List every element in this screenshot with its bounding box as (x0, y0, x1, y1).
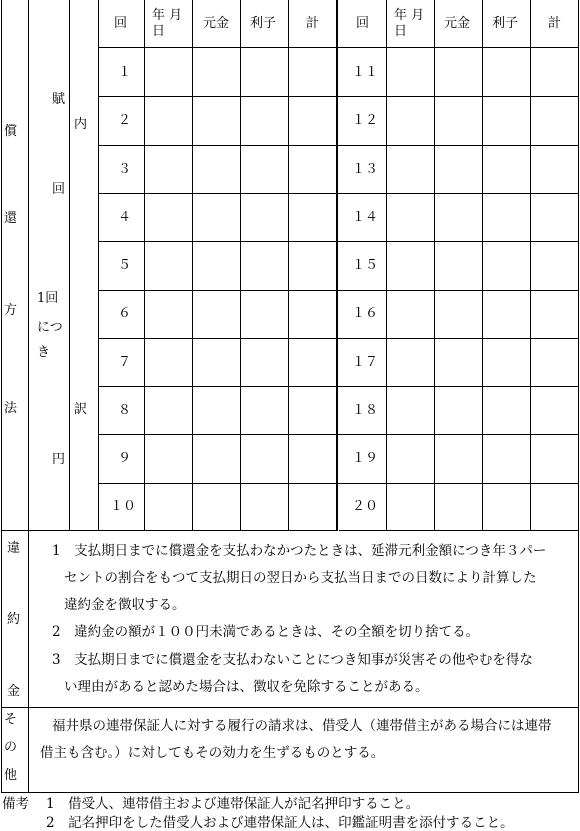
row-num-left: ３ (118, 162, 132, 177)
separator-penalty (1, 707, 579, 708)
separator-schedule (1, 530, 579, 531)
col-line-a (28, 0, 29, 531)
col-line-c (98, 0, 99, 531)
col-line-i (434, 0, 435, 531)
other-line: 借主も含む。）に対してもその効力を生ずるものとする。 (40, 745, 385, 761)
col-line-mid-gap (338, 0, 339, 531)
penalty-label-2: 約 (7, 612, 21, 627)
col-line-b (69, 0, 70, 531)
row-num-left: ５ (118, 258, 132, 273)
header-principal-right: 元金 (444, 16, 471, 31)
row-line-2 (98, 145, 579, 146)
header-total-right: 計 (548, 16, 562, 31)
col-line-j (482, 0, 483, 531)
header-kai-left: 回 (114, 16, 128, 31)
penalty-line: 1 支払期日までに償還金を支払わなかつたときは、延滞元利金額につき年３パー (52, 543, 547, 559)
col-line-f (240, 0, 241, 531)
header-date-left-1: 年 月 (152, 8, 183, 23)
header-date-left-2: 日 (152, 24, 166, 39)
remarks-line: 1 借受人、連帯借主および連帯保証人が記名押印すること。 (46, 796, 420, 812)
other-label-3: 他 (4, 768, 18, 783)
label-wake: 訳 (74, 402, 88, 417)
penalty-line: 違約金を徴収する。 (64, 597, 186, 613)
row-num-right: １９ (352, 451, 379, 466)
label-shokan-2: 還 (4, 211, 18, 226)
label-per-2: につ (37, 320, 63, 335)
other-line: 福井県の連帯保証人に対する履行の請求は、借受人（連帯借主がある場合には連帯 (52, 718, 552, 734)
border-right (578, 0, 579, 793)
row-line-4 (98, 241, 579, 242)
row-line-0 (98, 47, 579, 48)
row-line-8 (98, 434, 579, 435)
label-per-1: 1回 (37, 291, 59, 306)
row-num-left: １０ (110, 499, 137, 514)
label-fukai-1: 賦 (52, 92, 66, 107)
row-num-left: １ (118, 65, 132, 80)
label-shokan-3: 方 (4, 303, 18, 318)
header-total-left: 計 (306, 16, 320, 31)
row-num-right: １８ (352, 403, 379, 418)
row-line-7 (98, 386, 579, 387)
row-num-right: ２０ (352, 499, 379, 514)
header-interest-right: 利子 (492, 16, 519, 31)
header-interest-left: 利子 (250, 16, 277, 31)
penalty-line: 2 違約金の額が１００円未満であるときは、その全額を切り捨てる。 (52, 624, 480, 640)
row-line-6 (98, 338, 579, 339)
row-num-right: １６ (352, 306, 379, 321)
label-shokan-4: 法 (4, 401, 18, 416)
col-line-k (530, 0, 531, 531)
row-line-9 (98, 483, 579, 484)
col-line-h (386, 0, 387, 531)
row-num-right: １２ (352, 113, 379, 128)
header-kai-right: 回 (356, 16, 370, 31)
header-principal-left: 元金 (203, 16, 230, 31)
penalty-label-3: 金 (7, 684, 21, 699)
label-yen: 円 (52, 452, 66, 467)
label-fukai-2: 回 (52, 182, 66, 197)
label-shokan-1: 償 (4, 124, 18, 139)
label-uchi: 内 (74, 117, 88, 132)
remarks-line: 2 記名押印をした借受人および連帯保証人は、印鑑証明書を添付すること。 (46, 815, 514, 831)
header-date-right-2: 日 (394, 24, 408, 39)
other-label-1: そ (4, 712, 18, 727)
row-num-left: ７ (118, 355, 132, 370)
col-line-g (288, 0, 289, 531)
remarks-label: 備考 (2, 796, 29, 812)
row-num-left: ９ (118, 451, 132, 466)
penalty-label-1: 違 (7, 541, 21, 556)
border-left (1, 0, 2, 793)
row-num-left: ６ (118, 306, 132, 321)
row-num-right: １４ (352, 210, 379, 225)
row-num-right: １３ (352, 162, 379, 177)
row-num-left: ４ (118, 210, 132, 225)
row-line-3 (98, 193, 579, 194)
col-line-e (192, 0, 193, 531)
label-col-lower (28, 531, 29, 793)
row-num-right: １７ (352, 355, 379, 370)
header-date-right-1: 年 月 (394, 8, 425, 23)
border-bottom (1, 792, 579, 793)
row-line-5 (98, 290, 579, 291)
row-num-left: ２ (118, 113, 132, 128)
row-num-right: １１ (352, 65, 379, 80)
other-label-2: の (4, 740, 18, 755)
penalty-line: 3 支払期日までに償還金を支払わないことにつき知事が災害その他やむを得な (52, 652, 533, 668)
penalty-line: セントの割合をもつて支払期日の翌日から支払当日までの日数により計算した (64, 570, 537, 586)
row-num-right: １５ (352, 258, 379, 273)
label-per-3: き (37, 345, 51, 360)
row-num-left: ８ (118, 403, 132, 418)
penalty-line: い理由があると認めた場合は、徴収を免除することがある。 (64, 679, 429, 695)
col-line-d (144, 0, 145, 531)
row-line-1 (98, 96, 579, 97)
